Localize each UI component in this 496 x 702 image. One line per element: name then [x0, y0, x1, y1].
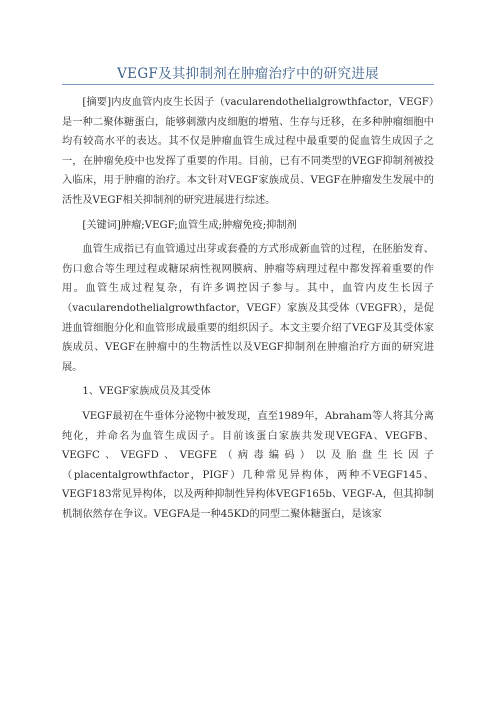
abstract-paragraph: [摘要]内皮血管内皮生长因子（vacularendothelialgrowthfactor，VEGF）是一种二聚体糖蛋白，能够刺激内皮细胞的增殖、生存与迁移，在多种肿瘤细胞中均有较高水平的表达。其不仅是肿瘤血管生成过程中最重要的促血管生成因子之一，在肿瘤免疫中也发挥了重要的作用。目前，已有不同类型的VEGF抑制剂被投入临床，用于肿瘤的治疗。本文针对VEGF家族成员、VEGF在肿瘤发生发展中的活性及VEGF相关抑制剂的研究进展进行综述。 [62, 97, 434, 206]
title-divider [62, 84, 434, 85]
keywords-paragraph: [关键词]肿瘤;VEGF;血管生成;肿瘤免疫;抑制剂 [82, 219, 297, 231]
intro-paragraph: 血管生成指已有血管通过出芽或套叠的方式形成新血管的过程，在胚胎发育、伤口愈合等生理过程或糖尿病性视网膜病、肿瘤等病理过程中都发挥着重要的作用。血管生成过程复杂，有许多调控因子参与。其中，血管内皮生长因子（vacularendothelialgrowthfactor，VEGF）家族及其受体（VEGFR），是促进血管细胞分化和血管形成最重要的组织因子。本文主要介绍了VEGF及其受体家族成员、VEGF在肿瘤中的生物活性以及VEGF抑制剂在肿瘤治疗方面的研究进展。 [62, 244, 434, 373]
document-body [62, 93, 434, 524]
document-title: VEGF及其抑制剂在肿瘤治疗中的研究进展 [117, 66, 379, 82]
section-heading: 1、VEGF家族成员及其受体 [82, 386, 211, 398]
section-paragraph: VEGF最初在牛垂体分泌物中被发现，直至1989年，Abraham等人将其分离纯化，并命名为血管生成因子。目前该蛋白家族共发现VEGFA、VEGFB、VEGFC、VEGFD、VEGFE（病毒编码）以及胎盘生长因子（placentalgrowthfactor，PIGF）几种常见异构体，两种不VEGF145、VEGF183常见异构体，以及两种抑制性异构体VEGF165b、VEGF-A，但其抑制机制依然存在争议。VEGFA是一种45KD的同型二聚体糖蛋白，是该家 [62, 410, 434, 520]
